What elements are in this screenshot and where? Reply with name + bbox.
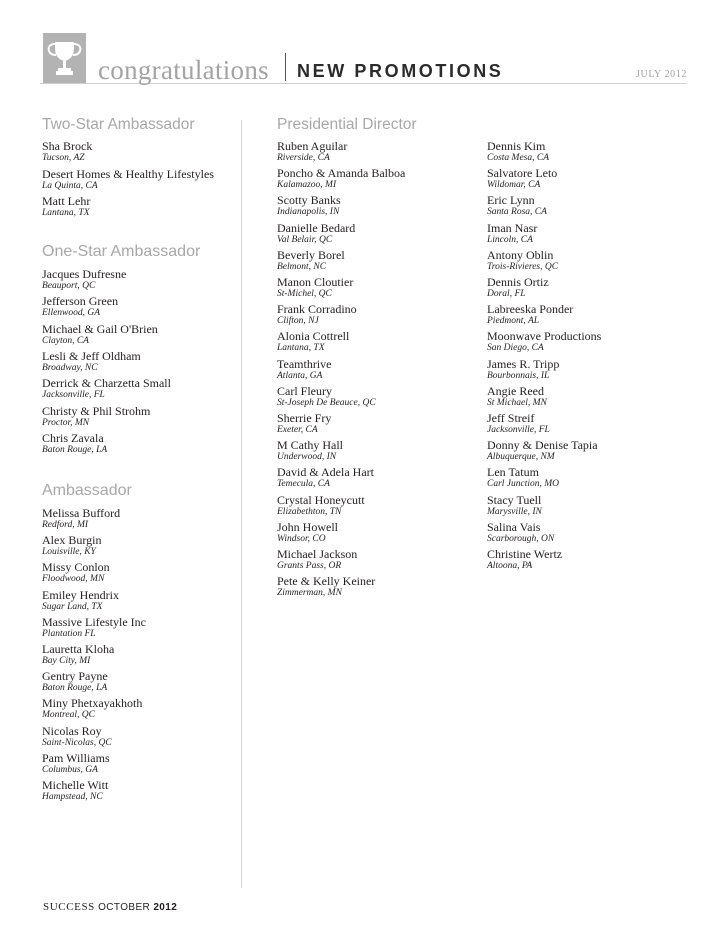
member-location: Bay City, MI <box>42 656 91 666</box>
list-item <box>42 377 171 401</box>
trophy-icon <box>43 33 86 83</box>
member-name: Stacy Tuell <box>487 492 542 507</box>
list-item <box>487 466 559 490</box>
member-location: Windsor, CO <box>277 533 326 544</box>
member-location: Val Belair, QC <box>277 234 333 245</box>
member-location: Grants Pass, OR <box>277 561 342 571</box>
list-item <box>487 439 598 463</box>
page-footer <box>43 901 177 913</box>
member-location: Jacksonville, FL <box>42 390 105 401</box>
member-location: Redford, MI <box>42 520 89 530</box>
member-name: Pam Williams <box>42 750 110 765</box>
member-location: Indianapolis, IN <box>277 207 340 218</box>
member-location: Doral, FL <box>487 289 526 299</box>
member-name: Michael & Gail O'Brien <box>42 321 158 336</box>
page-title: NEW PROMOTIONS <box>297 61 504 81</box>
member-location: Jacksonville, FL <box>487 425 550 435</box>
member-name: M Cathy Hall <box>277 438 343 453</box>
member-name: Jacques Dufresne <box>42 267 127 281</box>
member-name: Michael Jackson <box>277 547 358 561</box>
list-item <box>42 195 90 219</box>
list-item <box>277 466 374 490</box>
member-location: Atlanta, GA <box>277 370 323 381</box>
member-name: Donny & Denise Tapia <box>487 438 598 453</box>
member-location: Albuquerque, NM <box>487 452 555 463</box>
footer-magazine: SUCCESS <box>43 901 95 913</box>
member-name: Dennis Kim <box>487 139 546 153</box>
column-divider <box>241 120 242 888</box>
member-name: Frank Corradino <box>277 302 357 317</box>
list-item <box>277 303 357 327</box>
member-name: Salvatore Leto <box>487 166 558 181</box>
member-name: Antony Oblin <box>487 247 554 262</box>
list-item <box>42 534 101 558</box>
two-star-heading: Two-Star Ambassador <box>42 116 195 133</box>
list-item <box>42 350 141 374</box>
member-location: Wildomar, CA <box>487 180 541 191</box>
footer-month: OCTOBER <box>98 902 151 913</box>
member-location: Tucson, AZ <box>42 153 85 163</box>
list-item <box>487 194 547 218</box>
member-location: Scarborough, ON <box>487 533 555 544</box>
list-item <box>487 548 562 572</box>
member-location: Trois-Rivieres, QC <box>487 261 559 272</box>
member-location: St-Joseph De Beauce, QC <box>277 397 376 408</box>
member-location: Ellenwood, GA <box>42 308 101 319</box>
member-location: Lantana, TX <box>42 208 90 218</box>
member-name: Danielle Bedard <box>277 220 356 235</box>
list-item <box>42 725 112 749</box>
list-item <box>487 412 550 436</box>
member-location: San Diego, CA <box>487 343 544 354</box>
member-location: Louisville, KY <box>42 547 96 558</box>
member-name: Scotty Banks <box>277 193 341 208</box>
list-item <box>277 494 365 518</box>
member-location: Riverside, CA <box>277 153 330 163</box>
member-name: Miny Phetxayakhoth <box>42 696 143 711</box>
member-name: Christine Wertz <box>487 547 563 561</box>
list-item <box>42 616 146 640</box>
list-item <box>487 222 537 246</box>
member-location: Baton Rouge, LA <box>42 444 108 455</box>
one-star-heading: One-Star Ambassador <box>42 243 201 260</box>
list-item <box>277 575 375 599</box>
presidential-director-heading: Presidential Director <box>277 116 417 133</box>
member-name: Derrick & Charzetta Small <box>42 376 171 391</box>
list-item <box>277 385 376 409</box>
member-name: Alex Burgin <box>42 533 102 548</box>
member-location: Saint-Nicolas, QC <box>42 737 112 748</box>
list-item <box>487 494 542 518</box>
list-item <box>277 330 349 354</box>
member-location: Piedmont, AL <box>487 316 540 327</box>
member-location: Lincoln, CA <box>487 234 533 245</box>
member-location: Beauport, QC <box>42 281 96 291</box>
member-name: James R. Tripp <box>487 356 560 371</box>
member-name: David & Adela Hart <box>277 465 374 480</box>
member-name: Len Tatum <box>487 465 539 480</box>
header-divider <box>285 53 286 81</box>
member-location: Underwood, IN <box>277 452 337 463</box>
member-location: Belmont, NC <box>277 261 327 272</box>
member-location: Sugar Land, TX <box>42 601 103 612</box>
list-item <box>42 295 118 319</box>
list-item <box>42 168 214 192</box>
member-name: Poncho & Amanda Balboa <box>277 166 406 181</box>
list-item <box>277 167 405 191</box>
member-name: Salina Vais <box>487 519 541 534</box>
member-name: Moonwave Productions <box>487 329 602 344</box>
member-name: Teamthrive <box>277 356 332 371</box>
member-location: Broadway, NC <box>42 362 98 373</box>
member-location: Clifton, NJ <box>277 316 319 327</box>
list-item <box>42 697 142 721</box>
member-location: Temecula, CA <box>277 479 330 490</box>
member-name: Dennis Ortiz <box>487 275 549 289</box>
footer-year: 2012 <box>153 902 178 913</box>
member-name: Carl Fleury <box>277 383 332 398</box>
member-name: Massive Lifestyle Inc <box>42 614 146 629</box>
member-location: Altoona, PA <box>487 561 533 571</box>
member-location: La Quinta, CA <box>42 180 98 191</box>
member-location: Zimmerman, MN <box>277 588 342 599</box>
member-name: Pete & Kelly Keiner <box>277 574 376 589</box>
list-item <box>277 521 338 545</box>
member-name: Emiley Hendrix <box>42 587 119 602</box>
member-location: Carl Junction, MO <box>487 479 560 490</box>
list-item <box>42 405 150 429</box>
list-item <box>277 548 357 572</box>
member-location: Floodwood, MN <box>42 574 105 585</box>
list-item <box>42 643 114 667</box>
member-location: Marysville, IN <box>487 506 542 517</box>
list-item <box>487 167 557 191</box>
list-item <box>487 330 601 354</box>
member-name: Eric Lynn <box>487 193 535 208</box>
member-name: Sherrie Fry <box>277 411 332 425</box>
member-name: Gentry Payne <box>42 669 108 684</box>
list-item <box>487 140 549 164</box>
list-item <box>42 752 110 776</box>
member-location: Columbus, GA <box>42 764 98 775</box>
member-location: Proctor, MN <box>42 417 90 428</box>
member-name: Nicolas Roy <box>42 723 102 738</box>
member-location: Bourbonnais, IL <box>487 370 550 381</box>
member-name: John Howell <box>277 519 338 534</box>
list-item <box>487 521 554 545</box>
member-name: Christy & Phil Strohm <box>42 403 151 418</box>
member-name: Beverly Borel <box>277 247 345 262</box>
list-item <box>42 268 126 292</box>
member-name: Crystal Honeycutt <box>277 492 365 507</box>
list-item <box>487 358 559 382</box>
list-item <box>42 323 158 347</box>
list-item <box>277 222 355 246</box>
list-item <box>487 385 547 409</box>
member-location: Montreal, QC <box>42 710 95 721</box>
member-location: Costa Mesa, CA <box>487 153 550 163</box>
member-name: Manon Cloutier <box>277 275 354 289</box>
list-item <box>487 303 573 327</box>
member-name: Sha Brock <box>42 139 93 153</box>
list-item <box>487 249 558 273</box>
member-location: Exeter, CA <box>277 425 318 435</box>
member-location: St-Michel, QC <box>277 289 332 299</box>
member-name: Lauretta Kloha <box>42 642 115 656</box>
member-name: Iman Nasr <box>487 220 538 235</box>
list-item <box>42 589 119 613</box>
list-item <box>42 140 92 164</box>
member-name: Labreeska Ponder <box>487 302 574 317</box>
member-name: Ruben Aguilar <box>277 139 348 153</box>
list-item <box>487 276 549 300</box>
member-name: Jeff Streif <box>487 411 535 425</box>
member-location: Plantation FL <box>42 628 96 639</box>
list-item <box>42 670 108 694</box>
member-name: Chris Zavala <box>42 430 104 445</box>
member-name: Alonia Cottrell <box>277 329 350 344</box>
congratulations-label: congratulations <box>98 55 269 85</box>
list-item <box>42 561 110 585</box>
issue-date: JULY 2012 <box>636 69 687 80</box>
member-location: Clayton, CA <box>42 335 89 346</box>
list-item <box>277 276 353 300</box>
member-name: Desert Homes & Healthy Lifestyles <box>42 166 214 181</box>
member-location: Lantana, TX <box>277 343 325 354</box>
list-item <box>42 432 107 456</box>
list-item <box>277 249 345 273</box>
ambassador-heading: Ambassador <box>42 482 132 499</box>
member-name: Michelle Witt <box>42 778 109 792</box>
member-location: Santa Rosa, CA <box>487 207 547 218</box>
list-item <box>277 439 343 463</box>
list-item <box>277 412 331 436</box>
member-name: Melissa Bufford <box>42 506 121 520</box>
list-item <box>277 194 341 218</box>
member-name: Matt Lehr <box>42 194 91 208</box>
member-location: Elizabethton, TN <box>277 506 342 517</box>
member-location: Hampstead, NC <box>42 792 103 802</box>
list-item <box>42 507 120 531</box>
member-name: Lesli & Jeff Oldham <box>42 348 141 363</box>
list-item <box>277 140 347 164</box>
member-location: Baton Rouge, LA <box>42 683 108 694</box>
member-name: Missy Conlon <box>42 560 110 575</box>
member-location: St Michael, MN <box>487 397 547 408</box>
member-name: Angie Reed <box>487 383 544 398</box>
list-item <box>277 358 331 382</box>
list-item <box>42 779 108 803</box>
member-name: Jefferson Green <box>42 294 119 309</box>
member-location: Kalamazoo, MI <box>277 180 337 191</box>
